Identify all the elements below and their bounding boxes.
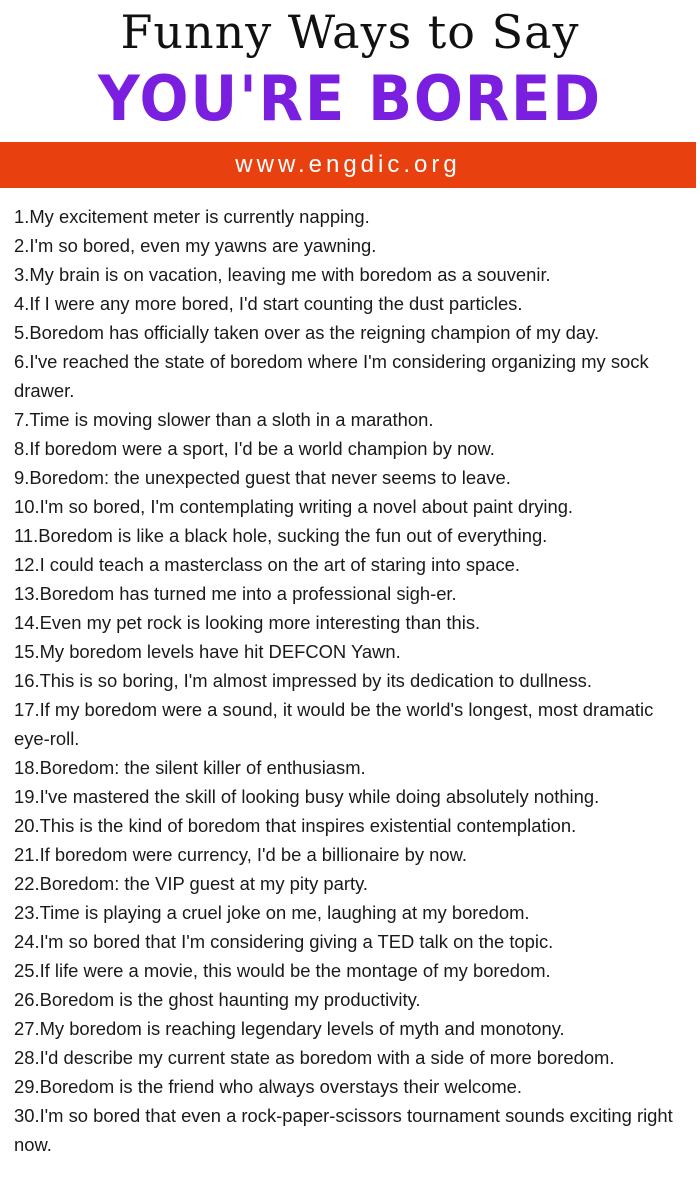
list-item: 7.Time is moving slower than a sloth in a marathon. — [14, 409, 434, 430]
list-item: 19.I've mastered the skill of looking busy while doing absolutely nothing. — [14, 786, 600, 807]
list-item: 30.I'm so bored that even a rock-paper-scissors tournament sounds exciting right now. — [14, 1105, 673, 1155]
list-item: 18.Boredom: the silent killer of enthusiasm. — [14, 757, 366, 778]
list-item: 17.If my boredom were a sound, it would be the world's longest, most dramatic eye-roll. — [14, 699, 654, 749]
website-url: www.engdic.org — [235, 151, 461, 178]
list-item: 12.I could teach a masterclass on the art of staring into space. — [14, 554, 521, 575]
list-item: 23.Time is playing a cruel joke on me, laughing at my boredom. — [14, 902, 530, 923]
list-item: 26.Boredom is the ghost haunting my productivity. — [14, 989, 421, 1010]
list-item: 29.Boredom is the friend who always overstays their welcome. — [14, 1076, 523, 1097]
list-item: 22.Boredom: the VIP guest at my pity party. — [14, 873, 369, 894]
list-item: 3.My brain is on vacation, leaving me with boredom as a souvenir. — [14, 264, 551, 285]
list-item: 2.I'm so bored, even my yawns are yawning. — [14, 235, 377, 256]
list-item: 10.I'm so bored, I'm contemplating writing a novel about paint drying. — [14, 496, 574, 517]
list-item: 5.Boredom has officially taken over as the reigning champion of my day. — [14, 322, 600, 343]
list-item: 6.I've reached the state of boredom where I'm considering organizing my sock drawer. — [14, 351, 649, 401]
list-item: 27.My boredom is reaching legendary levels of myth and monotony. — [14, 1018, 565, 1039]
list-item: 8.If boredom were a sport, I'd be a world champion by now. — [14, 438, 495, 459]
list-item: 25.If life were a movie, this would be the montage of my boredom. — [14, 960, 551, 981]
list-item: 9.Boredom: the unexpected guest that never seems to leave. — [14, 467, 511, 488]
list-item: 20.This is the kind of boredom that inspires existential contemplation. — [14, 815, 577, 836]
list-item: 1.My excitement meter is currently napping. — [14, 206, 370, 227]
list-item: 13.Boredom has turned me into a professional sigh-er. — [14, 583, 457, 604]
list-item: 14.Even my pet rock is looking more interesting than this. — [14, 612, 481, 633]
list-item: 24.I'm so bored that I'm considering giving a TED talk on the topic. — [14, 931, 554, 952]
list-item: 21.If boredom were currency, I'd be a billionaire by now. — [14, 844, 467, 865]
list-item: 28.I'd describe my current state as boredom with a side of more boredom. — [14, 1047, 615, 1068]
list-item: 16.This is so boring, I'm almost impressed by its dedication to dullness. — [14, 670, 592, 691]
list-item: 11.Boredom is like a black hole, sucking the fun out of everything. — [14, 525, 548, 546]
title-line-1: Funny Ways to Say — [120, 5, 580, 59]
phrase-list — [14, 202, 694, 1159]
website-banner — [0, 142, 696, 188]
title-line-2: YOU'RE BORED — [97, 62, 602, 135]
list-item: 4.If I were any more bored, I'd start counting the dust particles. — [14, 293, 523, 314]
list-item: 15.My boredom levels have hit DEFCON Yawn. — [14, 641, 401, 662]
